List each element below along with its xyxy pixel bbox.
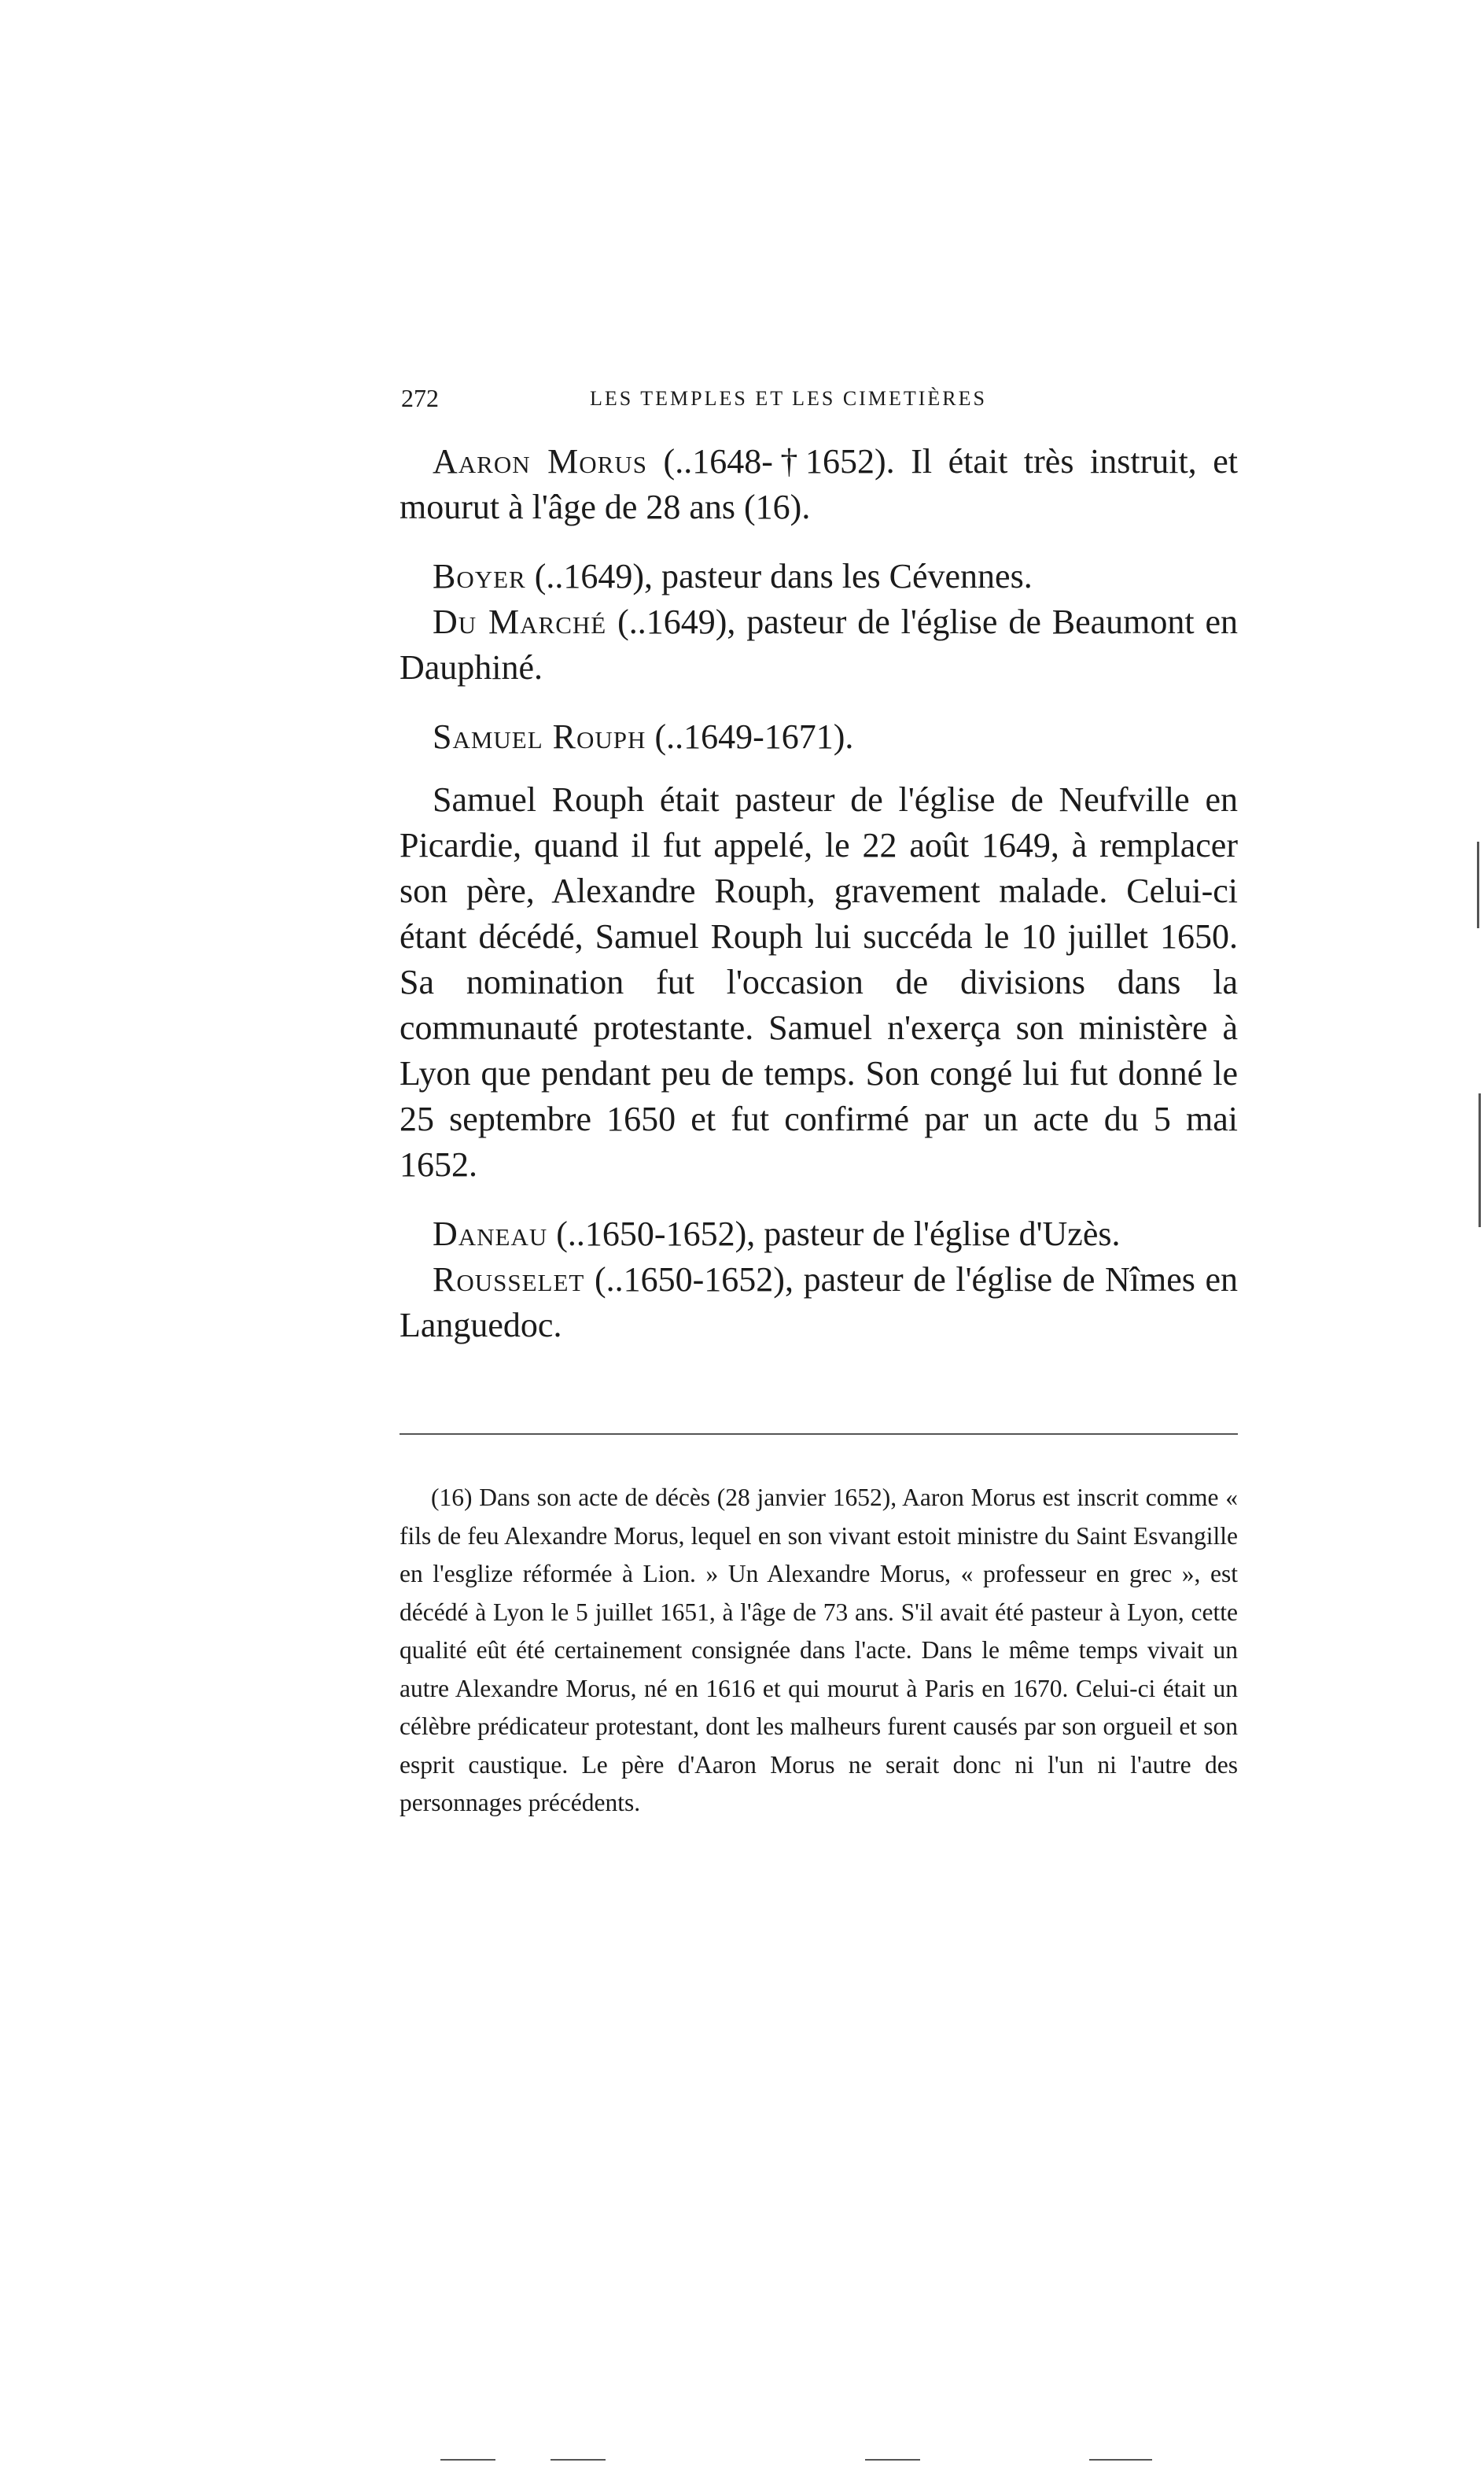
entry-daneau	[400, 1211, 1238, 1257]
entry-text: (..1650-1652), pasteur de l'église d'Uzès.	[547, 1215, 1121, 1253]
entry-rousselet	[400, 1257, 1238, 1348]
entry-name: Aaron Morus	[433, 442, 647, 481]
main-text	[400, 439, 1238, 1348]
entry-name: Du Marché	[433, 603, 607, 641]
scan-edge-mark	[1089, 2459, 1152, 2461]
page-number: 272	[401, 384, 439, 412]
entry-text: (..1649), pasteur dans les Cévennes.	[525, 557, 1033, 595]
entry-text: (..1649), pasteur de l'église de Beaumont en Dauphiné.	[400, 603, 1238, 687]
paragraph-text: Samuel Rouph était pasteur de l'église de Neufville en Picardie, quand il fut appelé, le 22 août 1649, à remplacer son père, Alexandre Rouph, gravement malade. Celui-ci étant décédé, Samuel Rouph lui succéda le 10 juillet 1650. Sa nomination fut l'occasion de divisions dans la communauté protestante. Samuel n'exerça son ministère à Lyon que pendant peu de temps. Son congé lui fut donné le 25 septembre 1650 et fut confirmé par un acte du 5 mai 1652.	[400, 780, 1238, 1184]
entry-name: Daneau	[433, 1215, 548, 1253]
entry-du-marche	[400, 599, 1238, 691]
footnotes	[400, 1479, 1238, 1823]
entry-boyer	[400, 554, 1238, 599]
scan-edge-mark	[440, 2459, 495, 2461]
scan-edge-mark	[1478, 1093, 1481, 1227]
entry-name: Boyer	[433, 557, 526, 595]
entry-name: Samuel Rouph	[433, 717, 646, 756]
entry-text: (..1649-1671).	[646, 717, 854, 756]
entry-text: (..1648-†1652). Il était très instruit, et mourut à l'âge de 28 ans (16).	[400, 442, 1238, 526]
entry-samuel-rouph	[400, 714, 1238, 760]
entry-aaron-morus	[400, 439, 1238, 530]
page-header	[401, 384, 1235, 420]
paragraph-samuel-rouph	[400, 777, 1238, 1188]
entry-text: (..1650-1652), pasteur de l'église de Nîmes en Languedoc.	[400, 1260, 1238, 1344]
scan-edge-mark	[865, 2459, 920, 2461]
footnote-separator	[400, 1433, 1238, 1435]
scan-edge-mark	[551, 2459, 606, 2461]
entry-name: Rousselet	[433, 1260, 585, 1299]
scan-edge-mark	[1477, 842, 1479, 928]
running-title: LES TEMPLES ET LES CIMETIÈRES	[590, 387, 987, 410]
footnote-16: (16) Dans son acte de décès (28 janvier 1652), Aaron Morus est inscrit comme « fils de feu Alexandre Morus, lequel en son vivant estoit ministre du Saint Esvangille en l'esglize réformée à Lion. » Un Alexandre Morus, « professeur en grec », est décédé à Lyon le 5 juillet 1651, à l'âge de 73 ans. S'il avait été pasteur à Lyon, cette qualité eût été certainement consignée dans l'acte. Dans le même temps vivait un autre Alexandre Morus, né en 1616 et qui mourut à Paris en 1670. Celui-ci était un célèbre prédicateur protestant, dont les malheurs furent causés par son orgueil et son esprit caustique. Le père d'Aaron Morus ne serait donc ni l'un ni l'autre des personnages précédents.	[400, 1484, 1238, 1816]
